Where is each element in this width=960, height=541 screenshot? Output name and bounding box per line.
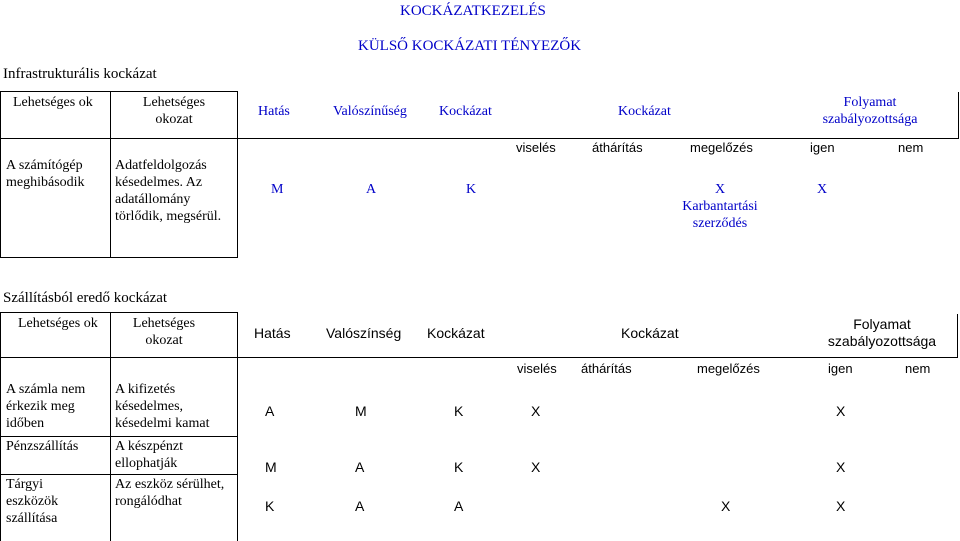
column-header-folyamat: Folyamat szabályozottsága xyxy=(822,95,918,127)
divider xyxy=(0,436,238,437)
column-header-kockazat-kezeles: Kockázat xyxy=(621,325,679,341)
effect-cell: A készpénzt ellophatják xyxy=(115,439,184,471)
page-subtitle: KÜLSŐ KOCKÁZATI TÉNYEZŐK xyxy=(358,38,582,54)
column-header-folyamat: Folyamat szabályozottsága xyxy=(827,316,937,349)
effect-cell: Az eszköz sérülhet, rongálódhat xyxy=(115,477,225,509)
megelozes-cell: X xyxy=(715,182,726,197)
viseles-cell: X xyxy=(531,403,541,419)
column-header-kockazat: Kockázat xyxy=(439,104,492,119)
igen-cell: X xyxy=(817,182,828,197)
column-header-valoszinuseg: Valószínség xyxy=(326,325,402,341)
cause-cell: A számítógép meghibásodik xyxy=(6,158,85,190)
effect-cell: A kifizetés késedelmes, késedelmi kamat xyxy=(115,382,210,431)
divider xyxy=(0,474,238,475)
subheader-atharitas: áthárítás xyxy=(581,361,632,376)
cause-cell: Tárgyi eszközök szállítása xyxy=(6,477,59,526)
valoszinuseg-cell: A xyxy=(355,498,365,514)
section-title: Szállításból eredő kockázat xyxy=(3,290,168,306)
hatas-cell: M xyxy=(265,459,277,475)
divider xyxy=(0,138,958,139)
cause-cell: Pénzszállítás xyxy=(6,439,79,454)
viseles-cell: X xyxy=(531,459,541,475)
kockazat-cell: K xyxy=(454,403,464,419)
kockazat-cell: K xyxy=(454,459,464,475)
hatas-cell: K xyxy=(265,498,275,514)
hatas-cell: M xyxy=(271,182,284,197)
divider xyxy=(237,91,238,258)
igen-cell: X xyxy=(836,403,846,419)
column-header-kockazat-kezeles: Kockázat xyxy=(618,104,671,119)
divider xyxy=(957,314,958,358)
subheader-nem: nem xyxy=(905,361,931,376)
column-header-cause: Lehetséges ok xyxy=(18,316,98,331)
column-header-effect: Lehetséges okozat xyxy=(142,95,206,127)
kockazat-cell: A xyxy=(454,498,464,514)
subheader-nem: nem xyxy=(898,140,924,155)
column-header-valoszinuseg: Valószínűség xyxy=(333,104,407,119)
megelozes-cell: X xyxy=(721,498,731,514)
kockazat-cell: K xyxy=(466,182,477,197)
subheader-igen: igen xyxy=(828,361,853,376)
valoszinuseg-cell: A xyxy=(366,182,377,197)
column-header-effect: Lehetséges okozat xyxy=(132,316,196,348)
subheader-megelozes: megelőzés xyxy=(690,140,753,155)
divider xyxy=(0,312,238,313)
divider xyxy=(958,92,959,139)
subheader-megelozes: megelőzés xyxy=(697,361,760,376)
hatas-cell: A xyxy=(265,403,275,419)
section-title: Infrastrukturális kockázat xyxy=(3,66,157,82)
subheader-igen: igen xyxy=(810,140,835,155)
subheader-viseles: viselés xyxy=(517,361,557,376)
valoszinuseg-cell: A xyxy=(355,459,365,475)
divider xyxy=(0,91,1,258)
igen-cell: X xyxy=(836,498,846,514)
cause-cell: A számla nem érkezik meg időben xyxy=(6,382,86,431)
divider xyxy=(0,91,238,92)
divider xyxy=(0,357,958,358)
column-header-cause: Lehetséges ok xyxy=(13,95,93,110)
column-header-hatas: Hatás xyxy=(258,104,290,119)
divider xyxy=(0,257,238,258)
igen-cell: X xyxy=(836,459,846,475)
divider xyxy=(110,312,111,541)
megelozes-note: Karbantartási szerződés xyxy=(682,199,758,231)
divider xyxy=(237,312,238,541)
column-header-hatas: Hatás xyxy=(254,325,291,341)
subheader-atharitas: áthárítás xyxy=(592,140,643,155)
subheader-viseles: viselés xyxy=(516,140,556,155)
valoszinuseg-cell: M xyxy=(355,403,367,419)
effect-cell: Adatfeldolgozás késedelmes. Az adatállomány törlődik, megsérül. xyxy=(115,158,222,224)
divider xyxy=(0,312,1,541)
column-header-kockazat: Kockázat xyxy=(427,325,485,341)
page-title: KOCKÁZATKEZELÉS xyxy=(400,3,546,19)
divider xyxy=(110,91,111,258)
